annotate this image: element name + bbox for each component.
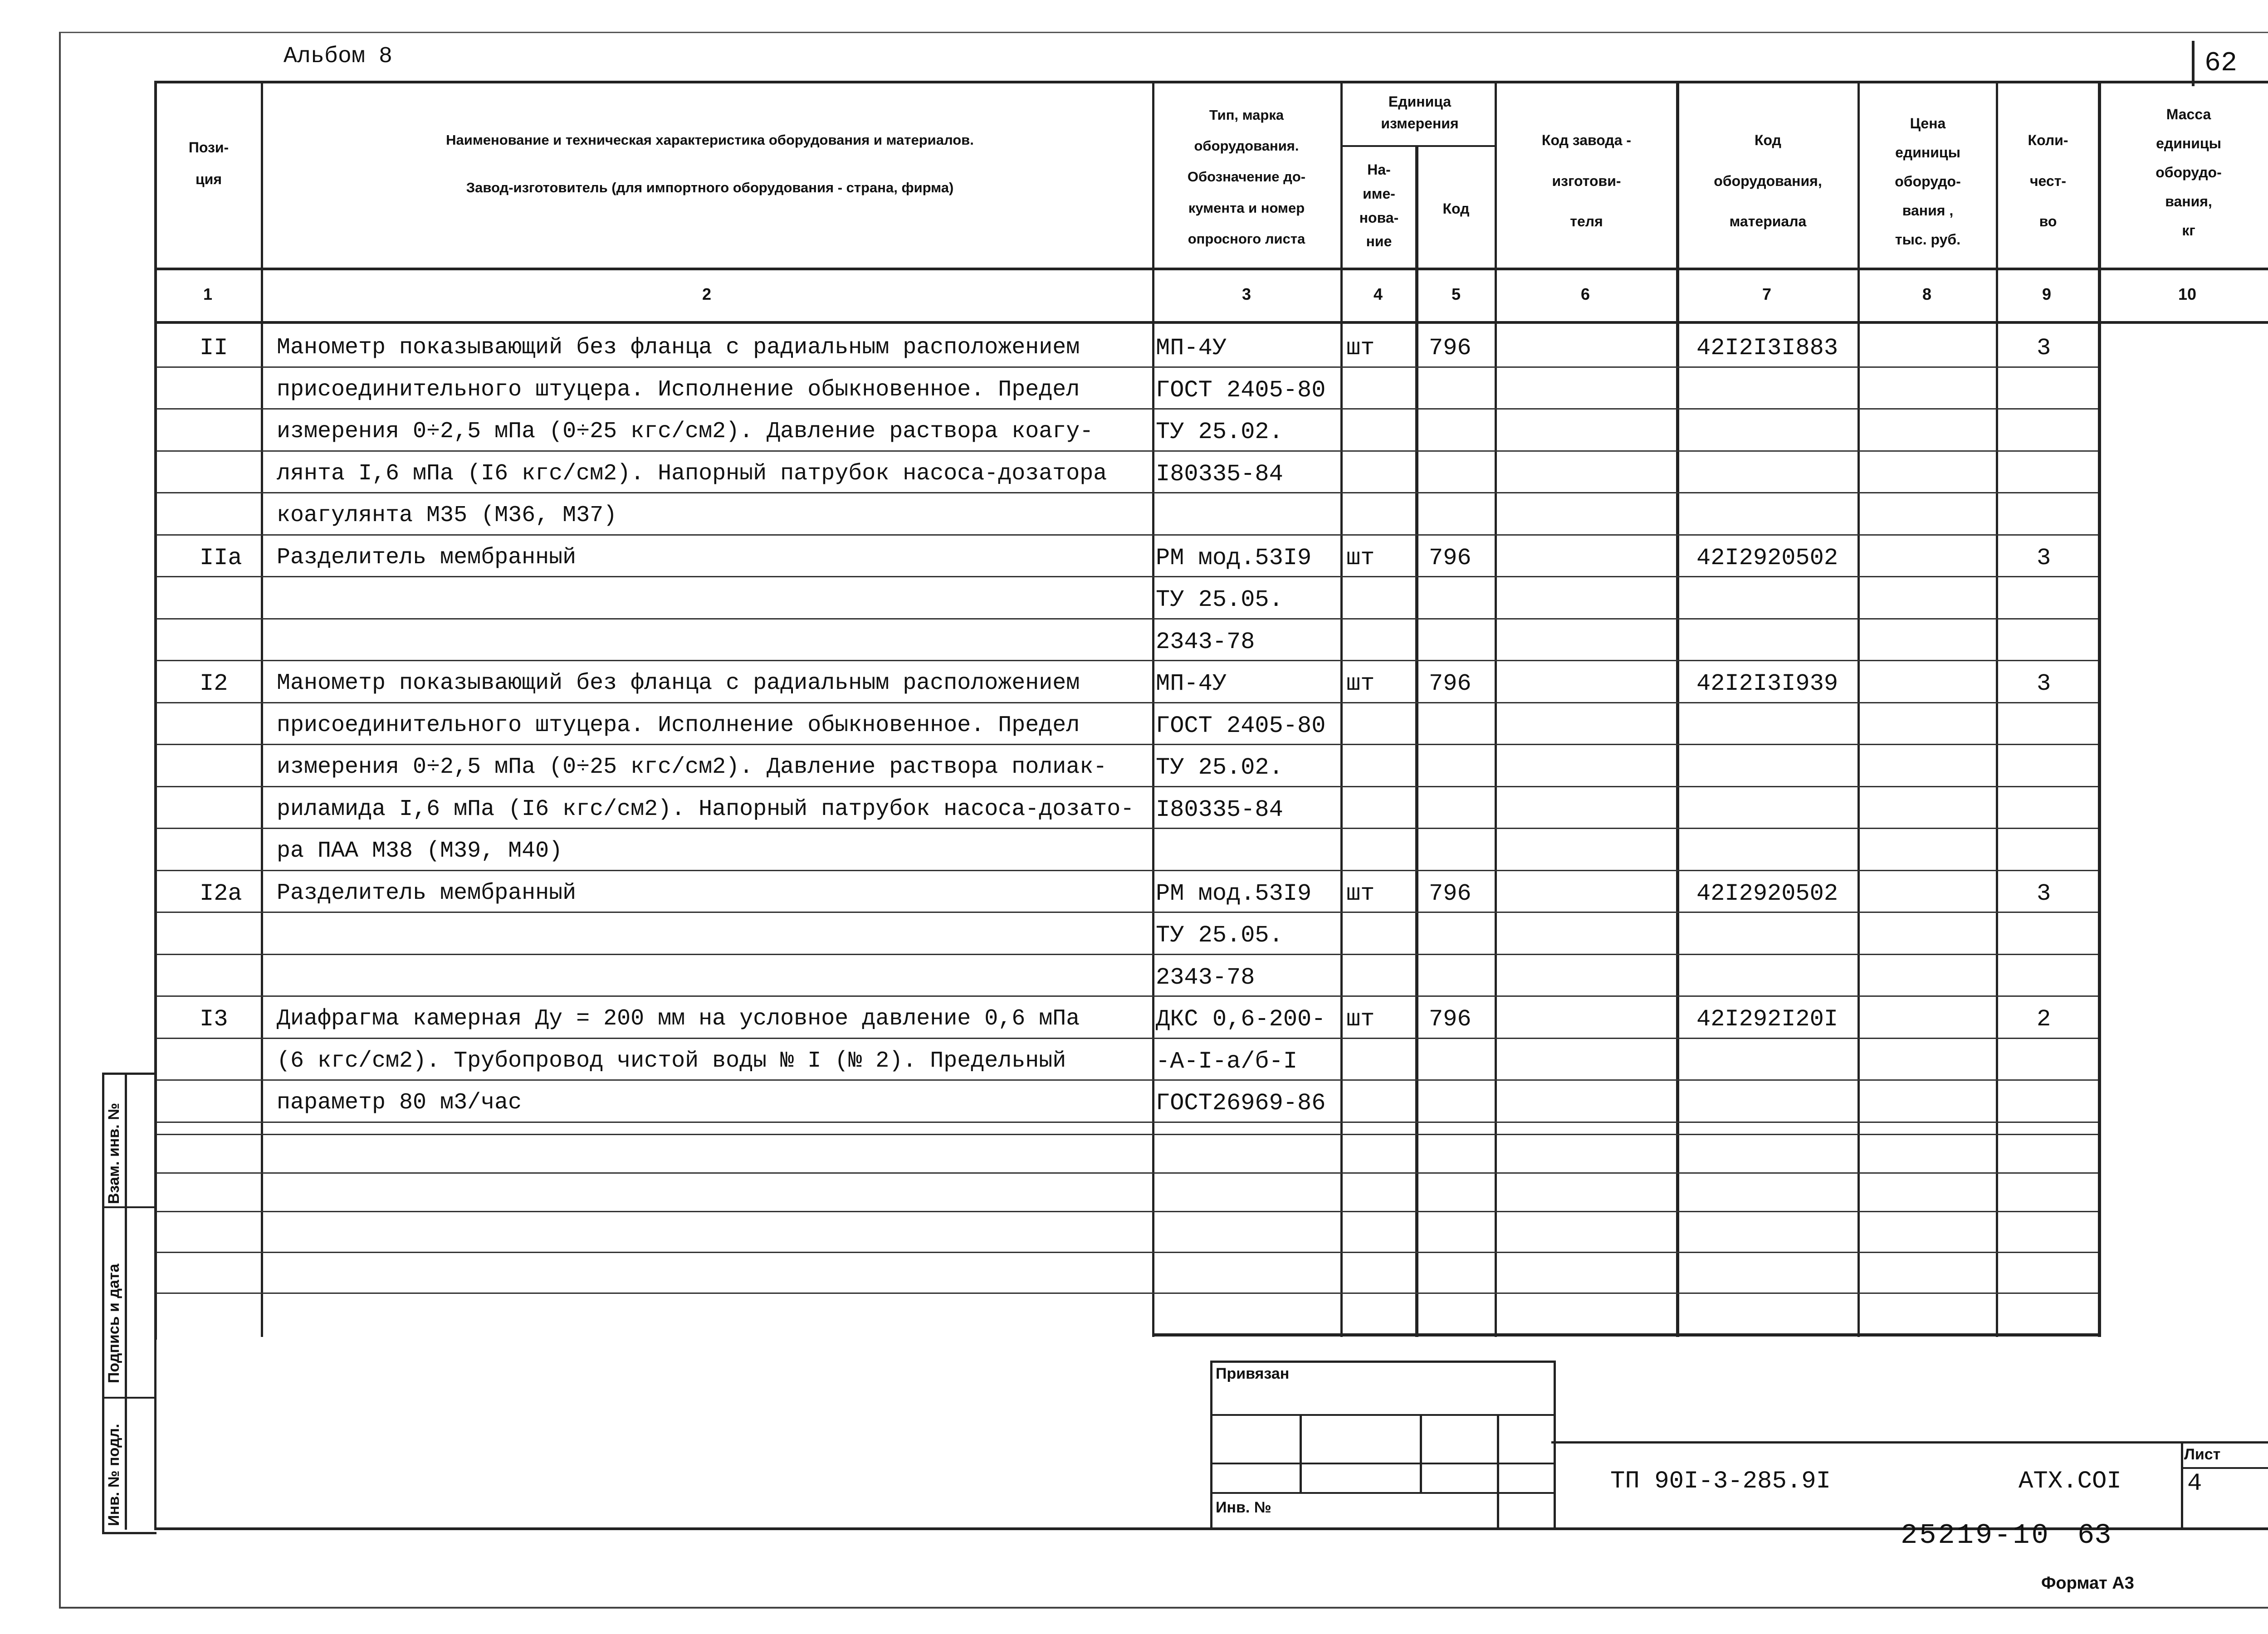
row-type: 2343-78: [1156, 628, 1255, 655]
colnum-divider: [154, 321, 2268, 324]
row-unit-code: 796: [1429, 670, 1471, 697]
header-unit-code: Код: [1442, 200, 1470, 217]
sheet-number: 4: [2187, 1470, 2202, 1497]
column-number: 10: [2178, 285, 2197, 303]
privyazan-vline: [1300, 1414, 1302, 1493]
table-bottom-right: [1152, 1333, 2100, 1336]
row-line: [156, 702, 2098, 703]
row-position: I2a: [200, 880, 242, 907]
side-divider: [102, 1206, 154, 1208]
row-line: [156, 534, 2098, 536]
privyazan-vline: [1497, 1414, 1499, 1527]
row-type: -А-I-а/б-I: [1156, 1048, 1298, 1075]
row-line: [156, 954, 2098, 955]
row-name: лянта I,6 мПа (I6 кгс/см2). Напорный патрубок насоса-дозатора: [277, 460, 1107, 487]
row-type: РМ мод.53I9: [1156, 544, 1312, 571]
header-name-line2: Завод-изготовитель (для импортного оборудования - страна, фирма): [466, 180, 954, 195]
col-line: [2098, 81, 2101, 1337]
header-qty: Коли- чест- во: [2028, 132, 2068, 230]
row-unit-code: 796: [1429, 1006, 1471, 1033]
handwritten-inventory: 25219-10: [1901, 1519, 2050, 1551]
row-position: II: [200, 335, 228, 361]
row-name: риламида I,6 мПа (I6 кгс/см2). Напорный патрубок насоса-дозато-: [277, 796, 1134, 822]
row-position: IIa: [200, 544, 242, 571]
row-name: ра ПАА М38 (М39, М40): [277, 838, 563, 864]
row-type: ГОСТ 2405-80: [1156, 712, 1326, 739]
col-line: [1415, 145, 1418, 1337]
row-equipment-code: 42I2920502: [1696, 544, 1838, 571]
col-line: [261, 81, 263, 1337]
row-type: ТУ 25.05.: [1156, 586, 1283, 613]
row-type: МП-4У: [1156, 335, 1227, 361]
privyazan-label: Привязан: [1216, 1365, 1290, 1382]
row-line: [156, 1211, 2098, 1212]
header-unit-name: На- име- нова- ние: [1359, 161, 1399, 250]
sheet-box-line: [2181, 1441, 2183, 1528]
header-position: Пози- ция: [188, 139, 229, 188]
sheet-label: Лист: [2184, 1446, 2221, 1463]
handwritten-page: 63: [2077, 1519, 2112, 1551]
row-name: измерения 0÷2,5 мПа (0÷25 кгс/см2). Давление раствора коагу-: [277, 419, 1094, 444]
document-mark: АТХ.СОI: [2019, 1468, 2121, 1495]
row-equipment-code: 42I2920502: [1696, 880, 1838, 907]
privyazan-vline: [1420, 1414, 1422, 1493]
row-name: присоединительного штуцера. Исполнение обыкновенное. Предел: [277, 712, 1080, 738]
row-unit: шт: [1346, 335, 1375, 361]
row-line: [156, 786, 2098, 787]
column-number: 1: [203, 285, 213, 303]
sheet-box-divider: [2181, 1467, 2268, 1469]
row-unit-code: 796: [1429, 335, 1471, 361]
row-quantity: 3: [2037, 670, 2051, 697]
row-unit: шт: [1346, 544, 1375, 571]
inventory-label: Инв. №: [1216, 1499, 1271, 1516]
row-position: I3: [200, 1006, 228, 1033]
title-block-top: [1551, 1441, 2268, 1444]
column-number: 8: [1922, 285, 1932, 303]
row-type: ДКС 0,6-200-: [1156, 1006, 1326, 1033]
row-line: [156, 450, 2098, 452]
row-line: [156, 660, 2098, 661]
side-label-replace: Взам. инв. №: [105, 1102, 122, 1204]
row-equipment-code: 42I2I3I939: [1696, 670, 1838, 697]
row-type: 2343-78: [1156, 964, 1255, 991]
format-label: Формат А3: [2041, 1574, 2134, 1593]
row-line: [156, 576, 2098, 577]
privyazan-line: [1210, 1463, 1555, 1464]
row-name: параметр 80 м3/час: [277, 1090, 522, 1116]
col-line: [1857, 81, 1860, 1337]
row-name: (6 кгс/см2). Трубопровод чистой воды № I (№ 2). Предельный: [277, 1048, 1066, 1074]
column-number: 4: [1373, 285, 1383, 303]
stamp-left-line: [154, 1333, 156, 1528]
privyazan-line: [1210, 1414, 1555, 1416]
album-label: Альбом 8: [284, 44, 393, 69]
privyazan-line: [1210, 1492, 1555, 1494]
row-quantity: 3: [2037, 335, 2051, 361]
row-line: [156, 1038, 2098, 1039]
column-number: 7: [1762, 285, 1772, 303]
row-name: измерения 0÷2,5 мПа (0÷25 кгс/см2). Давление раствора полиак-: [277, 754, 1107, 780]
header-equip-code: Код оборудования, материала: [1714, 132, 1822, 230]
row-name: Диафрагма камерная Ду = 200 мм на условное давление 0,6 мПа: [277, 1006, 1080, 1032]
row-line: [156, 618, 2098, 619]
header-name-line1: Наименование и техническая характеристика оборудования и материалов.: [446, 132, 974, 148]
header-factory-code: Код завода - изготови- теля: [1541, 132, 1632, 230]
row-line: [156, 1122, 2098, 1123]
row-line: [156, 912, 2098, 913]
column-number: 6: [1580, 285, 1590, 303]
header-price: Цена единицы оборудо- вания , тыс. руб.: [1895, 115, 1961, 248]
col-line: [1152, 81, 1154, 1337]
row-quantity: 3: [2037, 544, 2051, 571]
header-unit: Единица измерения: [1381, 93, 1459, 132]
row-type: ТУ 25.02.: [1156, 419, 1283, 445]
column-number: 5: [1451, 285, 1461, 303]
row-line: [156, 828, 2098, 829]
row-line: [156, 1252, 2098, 1253]
row-type: ТУ 25.02.: [1156, 754, 1283, 781]
header-type: Тип, марка оборудования. Обозначение до- кумента и номер опросного листа: [1187, 107, 1306, 247]
row-line: [156, 744, 2098, 745]
row-unit-code: 796: [1429, 544, 1471, 571]
row-type: РМ мод.53I9: [1156, 880, 1312, 907]
row-line: [156, 366, 2098, 368]
col-line: [1495, 81, 1497, 1337]
side-label-signature: Подпись и дата: [105, 1263, 122, 1383]
row-line: [156, 1172, 2098, 1174]
row-type: ГОСТ26969-86: [1156, 1090, 1326, 1117]
row-line: [156, 1079, 2098, 1081]
document-code: ТП 90I-3-285.9I: [1610, 1468, 1831, 1495]
unit-divider: [1340, 145, 1497, 147]
column-number: 2: [702, 285, 712, 303]
column-number: 9: [2042, 285, 2052, 303]
row-name: Манометр показывающий без фланца с радиальным расположением: [277, 670, 1080, 696]
header-divider: [154, 268, 2268, 270]
row-quantity: 3: [2037, 880, 2051, 907]
col-line: [1996, 81, 1998, 1337]
row-line: [156, 492, 2098, 493]
row-equipment-code: 42I292I20I: [1696, 1006, 1838, 1033]
page-corner-number: 62: [2204, 48, 2238, 79]
row-name: Манометр показывающий без фланца с радиальным расположением: [277, 335, 1080, 361]
row-equipment-code: 42I2I3I883: [1696, 335, 1838, 361]
row-line: [156, 1134, 2098, 1135]
row-line: [156, 408, 2098, 410]
row-type: МП-4У: [1156, 670, 1227, 697]
side-label-inventory: Инв. № подл.: [105, 1424, 122, 1526]
row-name: Разделитель мембранный: [277, 544, 577, 571]
row-unit: шт: [1346, 880, 1375, 907]
row-type: ГОСТ 2405-80: [1156, 376, 1326, 404]
row-name: коагулянта М35 (М36, М37): [277, 502, 617, 528]
row-type: ТУ 25.05.: [1156, 922, 1283, 949]
row-type: I80335-84: [1156, 796, 1283, 823]
row-type: I80335-84: [1156, 460, 1283, 488]
row-position: I2: [200, 670, 228, 697]
side-divider-v: [125, 1073, 127, 1530]
row-line: [156, 870, 2098, 871]
row-unit: шт: [1346, 670, 1375, 697]
col-line: [1676, 81, 1679, 1337]
row-line: [156, 995, 2098, 997]
row-unit: шт: [1346, 1006, 1375, 1033]
row-quantity: 2: [2037, 1006, 2051, 1033]
row-unit-code: 796: [1429, 880, 1471, 907]
header-mass: Масса единицы оборудо- вания, кг: [2156, 106, 2222, 239]
row-name: Разделитель мембранный: [277, 880, 577, 906]
col-line: [1340, 81, 1343, 1337]
row-name: присоединительного штуцера. Исполнение обыкновенное. Предел: [277, 376, 1080, 403]
side-divider: [102, 1397, 154, 1399]
column-number: 3: [1242, 285, 1251, 303]
row-line: [156, 1293, 2098, 1294]
